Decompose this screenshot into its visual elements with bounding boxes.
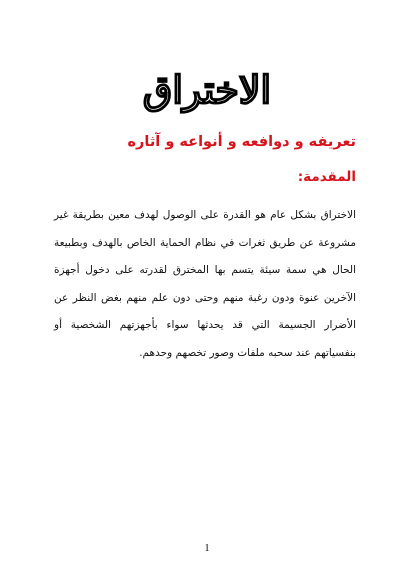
document-title: الاختراق bbox=[142, 67, 272, 112]
section-heading-introduction: المقدمة: bbox=[297, 169, 356, 185]
page-number: 1 bbox=[204, 543, 210, 554]
introduction-paragraph: الاختراق بشكل عام هو القدرة على الوصول لهدف معين بطريقة غير مشروعة عن طريق ثغرات في نظام الحماية الخاص بالهدف وبطبيعة الحال هي سمة سيئة يتسم بها المخترق لقدرته على دخول أجهزة الآخرين عنوة ودون رغبة منهم وحتى دون علم منهم بغض النظر عن الأضرار الجسيمة التي قد يحدثها سواء بأجهزتهم الشخصية أو بنفسياتهم عند سحبه ملفات وصور تخصهم وحدهم. bbox=[54, 209, 356, 359]
document-subtitle: تعريفه و دوافعه و أنواعه و آثاره bbox=[127, 134, 356, 150]
